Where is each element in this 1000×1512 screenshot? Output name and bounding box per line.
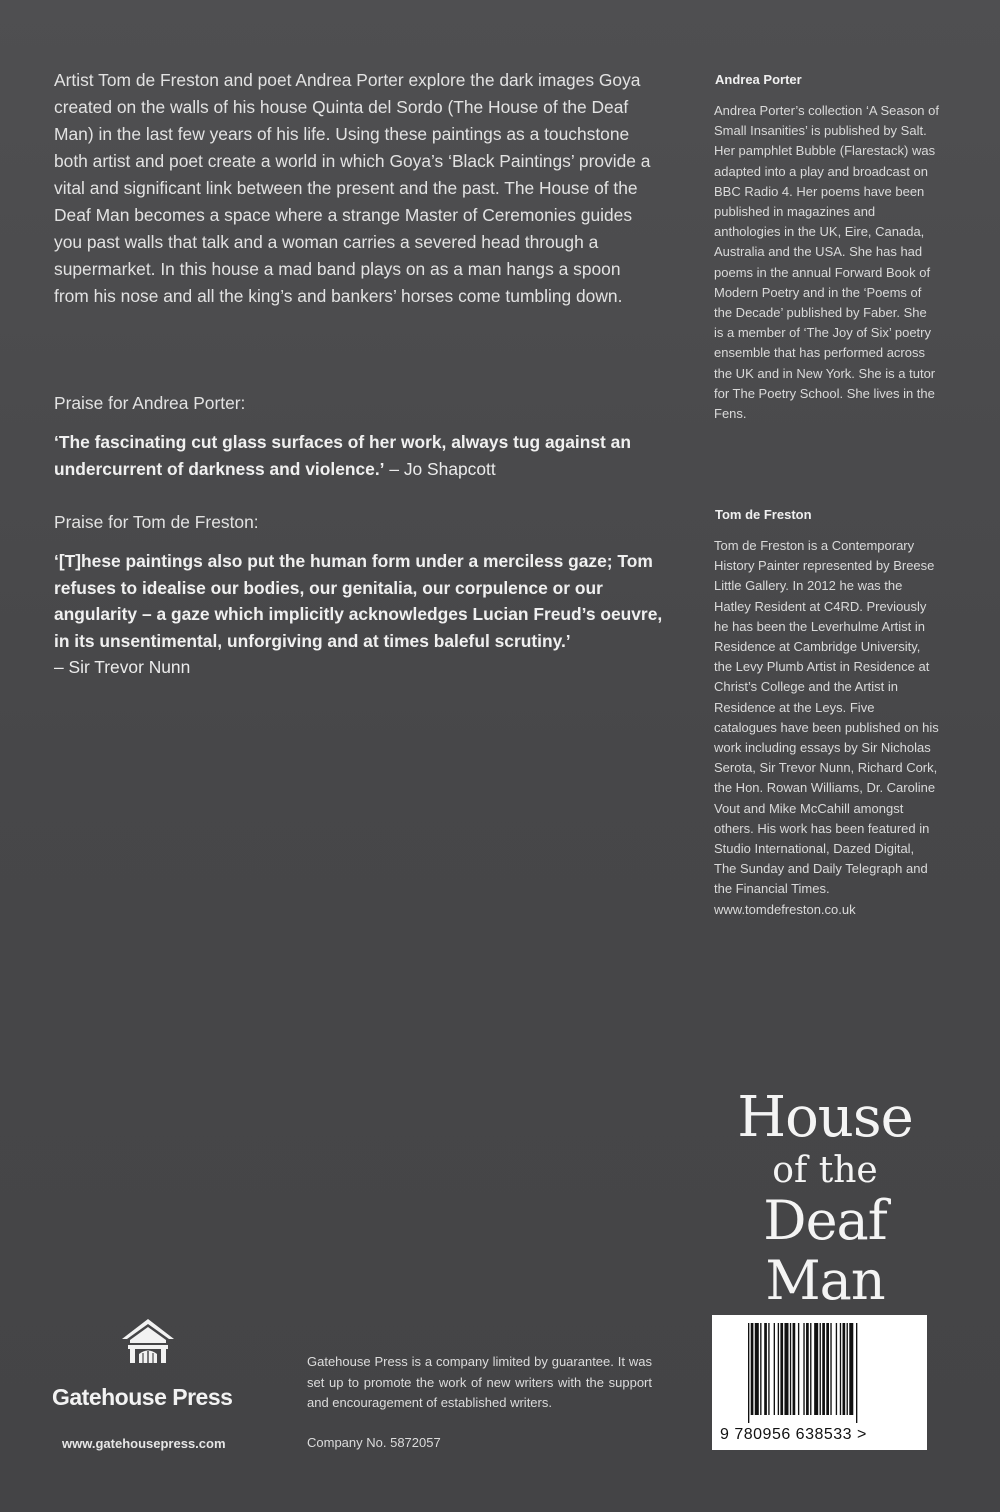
barcode-bar xyxy=(814,1323,818,1415)
barcode-bar xyxy=(760,1323,761,1415)
barcode-bar xyxy=(784,1323,788,1415)
artist-website-link[interactable]: www.tomdefreston.co.uk xyxy=(714,901,856,917)
barcode-bar xyxy=(810,1323,811,1415)
isbn-barcode xyxy=(712,1315,927,1450)
bio-text-porter: Andrea Porter’s collection ‘A Season of Small Insanities’ is published by Salt. Her pamphlet Bubble (Flarestack) was adapted into a play and broadcast on BBC Radio 4. Her poems have been published in magazines and anthologies in the UK, Eire, Canada, Australia and the USA. She has had poems in the annual Forward Book of Modern Poetry and in the ‘Poems of the Decade’ published by Faber. She is a member of ‘The Joy of Six’ poetry ensemble that has performed across the UK and in New York. She is a tutor for The Poetry School. She lives in the Fens. xyxy=(714,103,939,422)
barcode-bar xyxy=(764,1323,767,1415)
barcode-bar xyxy=(822,1323,825,1415)
publisher-name: Gatehouse Press xyxy=(52,1384,233,1410)
praise-heading-porter: Praise for Andrea Porter: xyxy=(54,393,246,413)
bio-name-porter: Andrea Porter xyxy=(715,72,802,87)
barcode-bar xyxy=(806,1323,809,1415)
barcode-bar xyxy=(856,1323,857,1423)
barcode-bar xyxy=(798,1323,799,1415)
quote-text: ‘The fascinating cut glass surfaces of her work, always tug against an undercurrent of darkness and violence.’ xyxy=(54,432,631,479)
title-line: House xyxy=(737,1085,913,1150)
barcode-bar xyxy=(830,1323,831,1415)
title-line: of the xyxy=(772,1150,878,1191)
blurb-paragraph: Artist Tom de Freston and poet Andrea Porter explore the dark images Goya created on the walls of his house Quinta del Sordo (The House of the Deaf Man) in the last few years of his life. Using these paintings as a touchstone both artist and poet create a world in which Goya’s ‘Black Paintings’ provide a vital and significant link between the present and the past. The House of the Deaf Man becomes a space where a strange Master of Ceremonies guides you past walls that talk and a woman carries a severed head through a supermarket. In this house a mad band plays on as a man hangs a spoon from his nose and all the king’s and bankers’ horses come tumbling down. xyxy=(54,70,651,306)
quote-attribution: – Jo Shapcott xyxy=(384,458,496,479)
barcode-bar xyxy=(803,1323,804,1415)
bio-text-freston xyxy=(714,536,939,920)
barcode-bar xyxy=(847,1323,848,1415)
isbn-number: 9 780956 638533 > xyxy=(720,1426,867,1443)
bio-name-freston: Tom de Freston xyxy=(715,507,812,522)
barcode-bar xyxy=(778,1323,779,1415)
barcode-bar xyxy=(751,1323,754,1415)
company-note: Gatehouse Press is a company limited by guarantee. It was set up to promote the work of new writers with the support and encouragement of established writers. xyxy=(307,1354,652,1410)
barcode-bar xyxy=(790,1323,791,1415)
barcode-bar xyxy=(843,1323,846,1415)
praise-quote-porter xyxy=(54,429,664,482)
quote-text: ‘[T]hese paintings also put the human form under a merciless gaze; Tom refuses to idealise our bodies, our genitalia, our corpulence or our angularity – a gaze which implicitly acknowledges Lucian Freud’s oeuvre, in its unsentimental, unforgiving and at times baleful scrutiny.’ xyxy=(54,551,663,651)
barcode-bar xyxy=(755,1323,759,1415)
barcode-bar xyxy=(774,1323,775,1415)
book-title xyxy=(705,1085,945,1311)
barcode-bar xyxy=(840,1323,841,1415)
barcode-bar xyxy=(836,1323,837,1415)
barcode-bar xyxy=(793,1323,796,1415)
barcode-bar xyxy=(826,1323,829,1415)
barcode-bar xyxy=(748,1323,749,1423)
title-line: Deaf Man xyxy=(763,1189,887,1312)
praise-heading-freston: Praise for Tom de Freston: xyxy=(54,512,259,532)
company-number: Company No. 5872057 xyxy=(307,1435,441,1450)
barcode-bar xyxy=(820,1323,821,1415)
barcode-bar xyxy=(780,1323,783,1415)
bio-body: Tom de Freston is a Contemporary History Painter represented by Breese Little Gallery. In 2012 he was the Hatley Resident at C4RD. Previously he has been the Leverhulme Artist in Residence at Cambridge University, the Levy Plumb Artist in Residence at Christ’s College and the Artist in Residence at the Leys. Five catalogues have been published on his work including essays by Sir Nicholas Serota, Sir Trevor Nunn, Richard Cork, the Hon. Rowan Williams, Dr. Caroline Vout and Mike McCahill amongst others. His work has been featured in Studio International, Dazed Digital, The Sunday and Daily Telegraph and the Financial Times. xyxy=(714,538,939,897)
barcode-bar xyxy=(849,1323,853,1415)
quote-attribution: – Sir Trevor Nunn xyxy=(54,657,191,677)
barcode-bar xyxy=(768,1323,769,1415)
gatehouse-icon xyxy=(118,1317,178,1365)
praise-quote-freston xyxy=(54,548,664,681)
barcode-bars xyxy=(748,1323,918,1423)
publisher-website-link[interactable]: www.gatehousepress.com xyxy=(62,1436,226,1451)
